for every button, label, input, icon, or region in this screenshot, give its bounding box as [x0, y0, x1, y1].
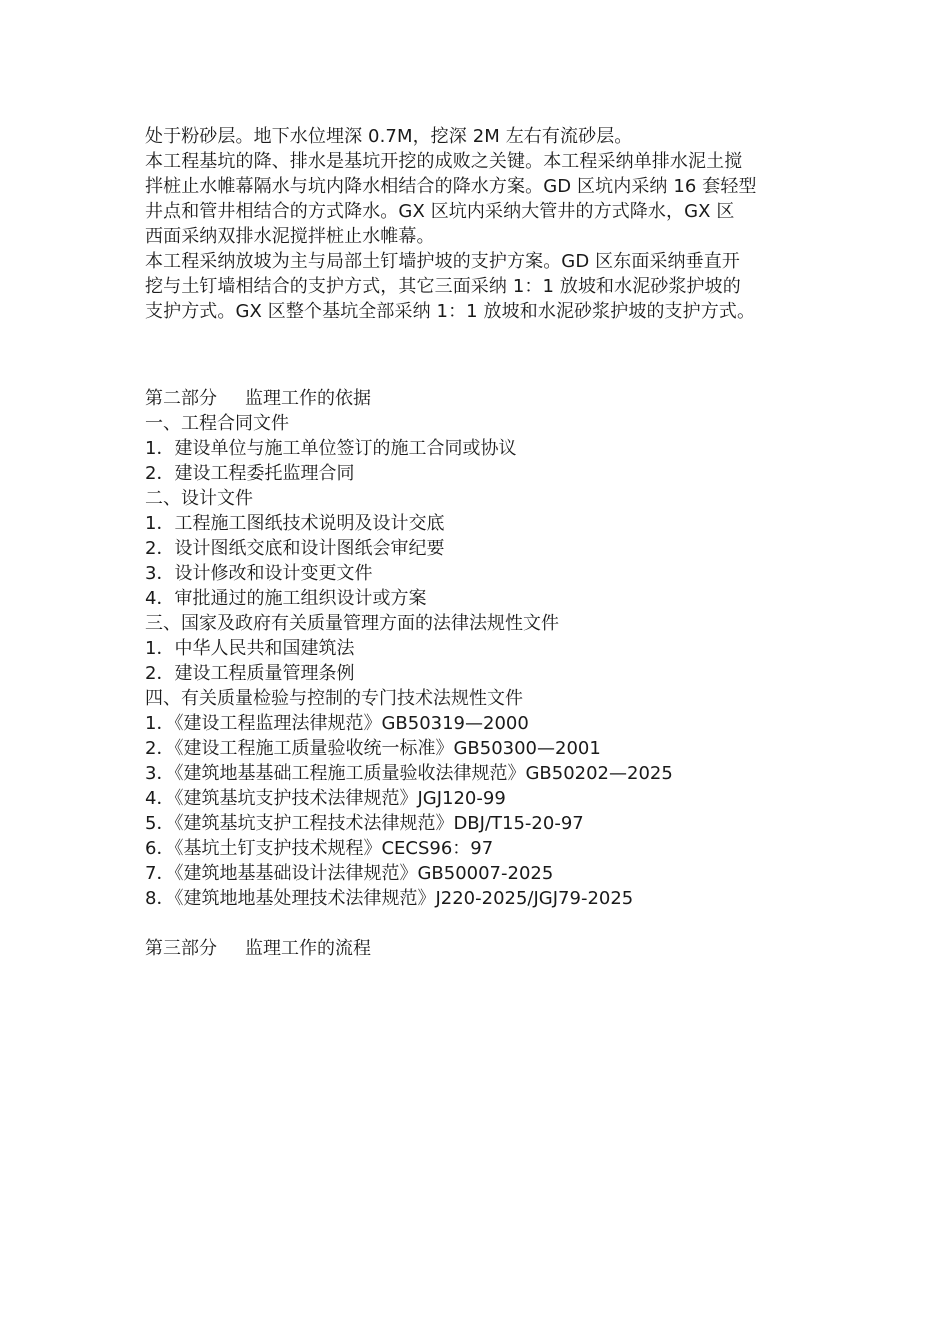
list-item: 3．《建筑地基基础工程施工质量验收法律规范》GB50202—2025: [145, 763, 673, 784]
intro-paragraphs: [145, 124, 825, 324]
text-line: 支护方式。GX 区整个基坑全部采纳 1：1 放坡和水泥砂浆护坡的支护方式。: [145, 301, 756, 322]
list-item: 2．建设工程委托监理合同: [145, 463, 355, 484]
list-item: 1．《建设工程监理法律规范》GB50319—2000: [145, 713, 529, 734]
part-three-section: [145, 936, 825, 961]
list-item: 2．设计图纸交底和设计图纸会审纪要: [145, 538, 445, 559]
list-item: 4．《建筑基坑支护技术法律规范》JGJ120-99: [145, 788, 506, 809]
section-heading: [145, 936, 825, 961]
list-item: 6．《基坑土钉支护技术规程》CECS96：97: [145, 838, 494, 859]
list-item: 2．《建设工程施工质量验收统一标准》GB50300—2001: [145, 738, 601, 759]
list-item: 1．工程施工图纸技术说明及设计交底: [145, 513, 445, 534]
list-item: 一、工程合同文件: [145, 413, 289, 434]
section-heading-part: 第三部分: [145, 938, 217, 959]
spacer: [145, 911, 825, 936]
document-page: [145, 124, 825, 961]
spacer: [145, 324, 825, 386]
list-item: 7．《建筑地基基础设计法律规范》GB50007-2025: [145, 863, 554, 884]
list-item: 2．建设工程质量管理条例: [145, 663, 355, 684]
text-line: 处于粉砂层。地下水位埋深 0.7M，挖深 2M 左右有流砂层。: [145, 126, 633, 147]
list-item: 5．《建筑基坑支护工程技术法律规范》DBJ/T15-20-97: [145, 813, 584, 834]
text-line: 本工程采纳放坡为主与局部土钉墙护坡的支护方案。GD 区东面采纳垂直开: [145, 251, 740, 272]
list-item: 三、国家及政府有关质量管理方面的法律法规性文件: [145, 613, 559, 634]
list-item: 1．建设单位与施工单位签订的施工合同或协议: [145, 438, 517, 459]
section-heading-title: 监理工作的依据: [245, 388, 371, 409]
text-line: 拌桩止水帷幕隔水与坑内降水相结合的降水方案。GD 区坑内采纳 16 套轻型: [145, 176, 757, 197]
list-item: 二、设计文件: [145, 488, 253, 509]
section-heading-part: 第二部分: [145, 388, 217, 409]
list-item: 8．《建筑地地基处理技术法律规范》J220-2025/JGJ79-2025: [145, 888, 634, 909]
text-line: 挖与土钉墙相结合的支护方式，其它三面采纳 1：1 放坡和水泥砂浆护坡的: [145, 276, 741, 297]
list-item: 1．中华人民共和国建筑法: [145, 638, 355, 659]
text-line: 本工程基坑的降、排水是基坑开挖的成败之关键。本工程采纳单排水泥土搅: [145, 151, 743, 172]
list-item: 四、有关质量检验与控制的专门技术法规性文件: [145, 688, 523, 709]
text-line: 井点和管井相结合的方式降水。GX 区坑内采纳大管井的方式降水，GX 区: [145, 201, 735, 222]
text-line: 西面采纳双排水泥搅拌桩止水帷幕。: [145, 226, 435, 247]
section-heading-title: 监理工作的流程: [245, 938, 371, 959]
part-two-section: [145, 386, 825, 911]
section-heading: [145, 386, 825, 411]
list-item: 4．审批通过的施工组织设计或方案: [145, 588, 427, 609]
list-item: 3．设计修改和设计变更文件: [145, 563, 373, 584]
